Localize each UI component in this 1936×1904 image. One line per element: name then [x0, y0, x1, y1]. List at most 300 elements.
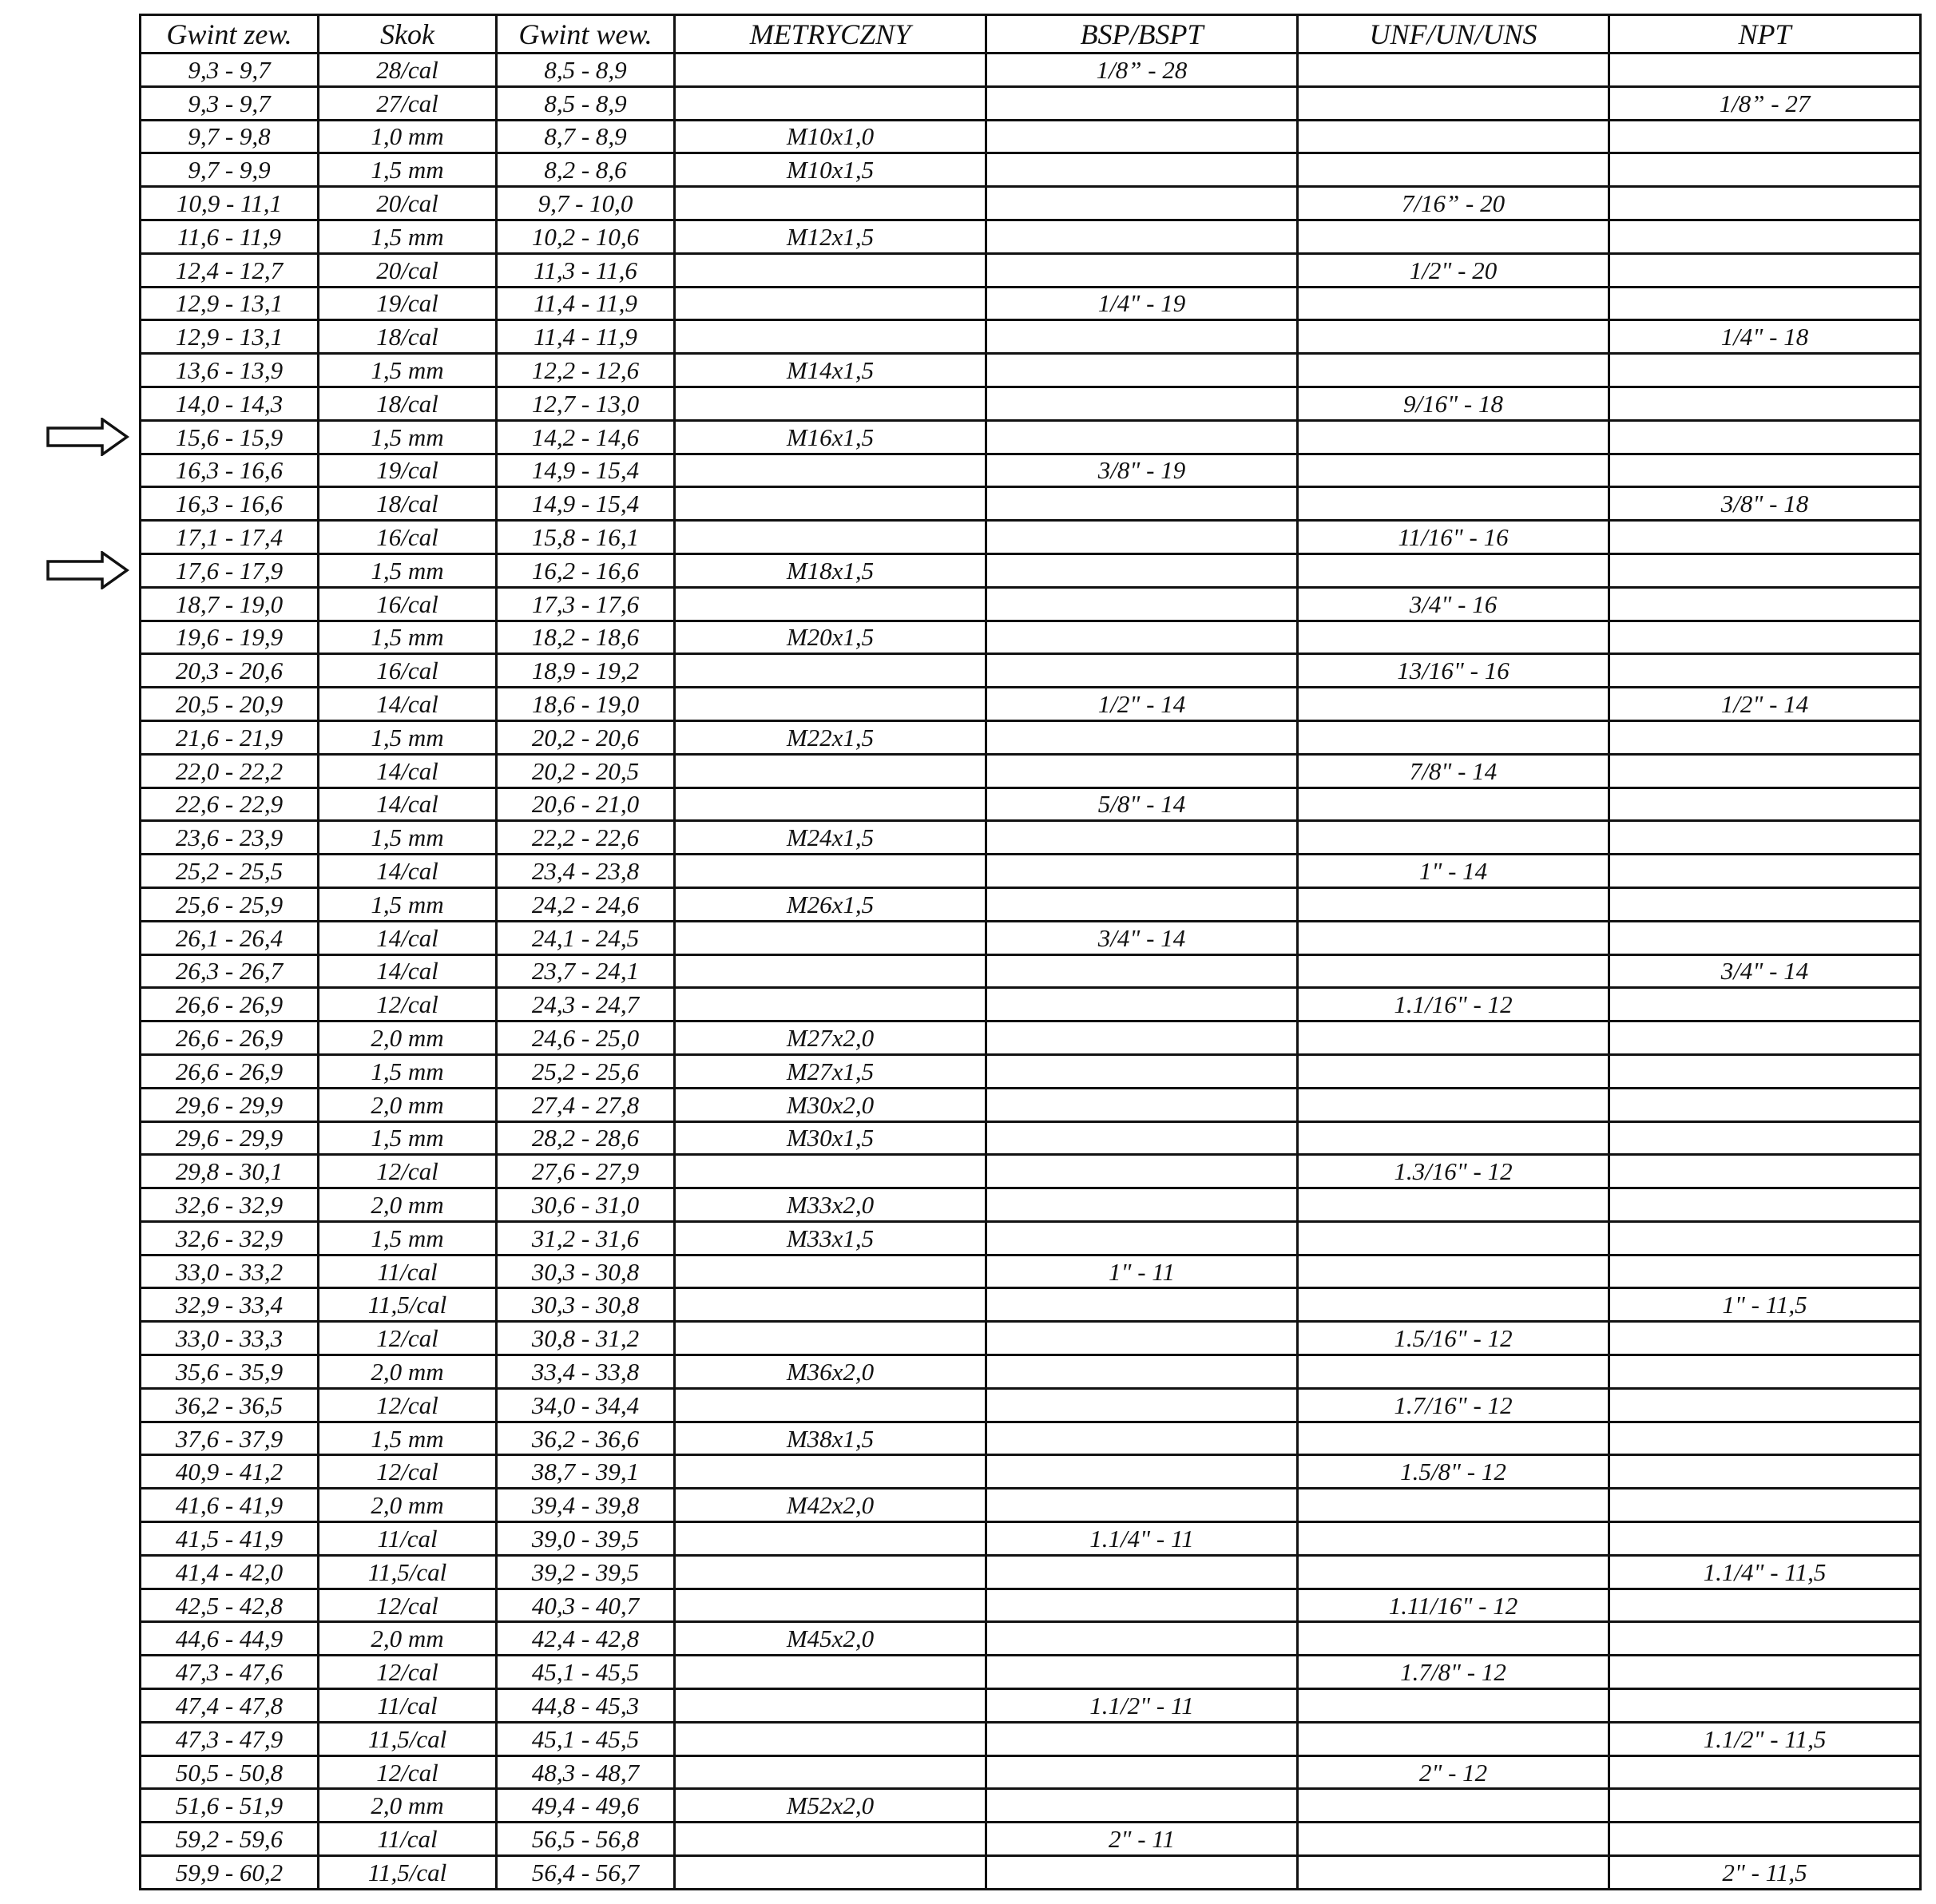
- pitch-cell: 1,5 mm: [319, 1422, 497, 1455]
- bsp-cell: [986, 187, 1298, 220]
- inner-thread-cell: 27,4 - 27,8: [497, 1088, 675, 1121]
- bsp-cell: [986, 1856, 1298, 1890]
- metric-cell: [675, 688, 986, 721]
- bsp-cell: 1.1/2" - 11: [986, 1689, 1298, 1723]
- unf-cell: [1298, 1088, 1609, 1121]
- unf-cell: [1298, 921, 1609, 954]
- npt-cell: [1609, 1088, 1921, 1121]
- metric-cell: [675, 54, 986, 87]
- unf-cell: [1298, 1789, 1609, 1823]
- pitch-cell: 20/cal: [319, 253, 497, 287]
- table-row: [141, 454, 1921, 487]
- npt-cell: [1609, 787, 1921, 821]
- unf-cell: [1298, 688, 1609, 721]
- pitch-cell: 1,5 mm: [319, 420, 497, 454]
- bsp-cell: 2" - 11: [986, 1823, 1298, 1856]
- pitch-cell: 19/cal: [319, 454, 497, 487]
- npt-cell: [1609, 1755, 1921, 1789]
- inner-thread-cell: 9,7 - 10,0: [497, 187, 675, 220]
- pitch-cell: 19/cal: [319, 287, 497, 320]
- npt-cell: [1609, 1689, 1921, 1723]
- metric-cell: M24x1,5: [675, 821, 986, 855]
- npt-cell: [1609, 855, 1921, 888]
- inner-thread-cell: 17,3 - 17,6: [497, 587, 675, 621]
- inner-thread-cell: 18,9 - 19,2: [497, 654, 675, 688]
- outer-thread-cell: 26,6 - 26,9: [141, 1054, 319, 1088]
- outer-thread-cell: 19,6 - 19,9: [141, 621, 319, 654]
- outer-thread-cell: 41,5 - 41,9: [141, 1522, 319, 1556]
- inner-thread-cell: 22,2 - 22,6: [497, 821, 675, 855]
- table-row: [141, 587, 1921, 621]
- outer-thread-cell: 11,6 - 11,9: [141, 220, 319, 253]
- metric-cell: M33x1,5: [675, 1221, 986, 1255]
- npt-cell: 2" - 11,5: [1609, 1856, 1921, 1890]
- unf-cell: [1298, 1722, 1609, 1755]
- bsp-cell: 3/8" - 19: [986, 454, 1298, 487]
- pitch-cell: 12/cal: [319, 988, 497, 1021]
- pitch-cell: 2,0 mm: [319, 1489, 497, 1522]
- metric-cell: [675, 521, 986, 554]
- metric-cell: [675, 1322, 986, 1355]
- bsp-cell: 1/8” - 28: [986, 54, 1298, 87]
- inner-thread-cell: 40,3 - 40,7: [497, 1589, 675, 1622]
- metric-cell: [675, 988, 986, 1021]
- bsp-cell: [986, 1221, 1298, 1255]
- table-row: [141, 654, 1921, 688]
- npt-cell: [1609, 1221, 1921, 1255]
- table-row: [141, 1522, 1921, 1556]
- outer-thread-cell: 47,4 - 47,8: [141, 1689, 319, 1723]
- inner-thread-cell: 14,9 - 15,4: [497, 487, 675, 521]
- unf-cell: [1298, 454, 1609, 487]
- unf-cell: [1298, 320, 1609, 354]
- pitch-cell: 11,5/cal: [319, 1722, 497, 1755]
- outer-thread-cell: 16,3 - 16,6: [141, 487, 319, 521]
- inner-thread-cell: 56,5 - 56,8: [497, 1823, 675, 1856]
- outer-thread-cell: 23,6 - 23,9: [141, 821, 319, 855]
- inner-thread-cell: 27,6 - 27,9: [497, 1155, 675, 1188]
- pitch-cell: 12/cal: [319, 1589, 497, 1622]
- pitch-cell: 20/cal: [319, 187, 497, 220]
- outer-thread-cell: 26,3 - 26,7: [141, 954, 319, 988]
- pitch-cell: 16/cal: [319, 521, 497, 554]
- npt-cell: [1609, 420, 1921, 454]
- inner-thread-cell: 8,5 - 8,9: [497, 54, 675, 87]
- pitch-cell: 1,5 mm: [319, 1221, 497, 1255]
- table-row: [141, 521, 1921, 554]
- bsp-cell: 1/2" - 14: [986, 688, 1298, 721]
- unf-cell: [1298, 120, 1609, 153]
- inner-thread-cell: 24,2 - 24,6: [497, 887, 675, 921]
- metric-cell: [675, 454, 986, 487]
- metric-cell: [675, 1856, 986, 1890]
- pitch-cell: 14/cal: [319, 954, 497, 988]
- bsp-cell: [986, 521, 1298, 554]
- table-row: [141, 287, 1921, 320]
- npt-cell: [1609, 720, 1921, 754]
- inner-thread-cell: 10,2 - 10,6: [497, 220, 675, 253]
- header-metryczny: METRYCZNY: [675, 15, 986, 54]
- bsp-cell: [986, 1789, 1298, 1823]
- metric-cell: [675, 787, 986, 821]
- npt-cell: [1609, 1188, 1921, 1222]
- npt-cell: 1/8” - 27: [1609, 86, 1921, 120]
- thread-size-table: [139, 14, 1922, 1890]
- metric-cell: M12x1,5: [675, 220, 986, 253]
- unf-cell: 1.1/16" - 12: [1298, 988, 1609, 1021]
- table-row: [141, 1322, 1921, 1355]
- unf-cell: [1298, 1823, 1609, 1856]
- unf-cell: [1298, 1522, 1609, 1556]
- outer-thread-cell: 36,2 - 36,5: [141, 1388, 319, 1422]
- pitch-cell: 12/cal: [319, 1322, 497, 1355]
- table-row: [141, 1188, 1921, 1222]
- unf-cell: [1298, 887, 1609, 921]
- metric-cell: [675, 1755, 986, 1789]
- npt-cell: [1609, 1422, 1921, 1455]
- outer-thread-cell: 37,6 - 37,9: [141, 1422, 319, 1455]
- npt-cell: [1609, 887, 1921, 921]
- unf-cell: 1.5/16" - 12: [1298, 1322, 1609, 1355]
- table-row: [141, 553, 1921, 587]
- outer-thread-cell: 10,9 - 11,1: [141, 187, 319, 220]
- bsp-cell: [986, 487, 1298, 521]
- outer-thread-cell: 25,6 - 25,9: [141, 887, 319, 921]
- table-row: [141, 420, 1921, 454]
- unf-cell: [1298, 220, 1609, 253]
- inner-thread-cell: 36,2 - 36,6: [497, 1422, 675, 1455]
- unf-cell: [1298, 1288, 1609, 1322]
- table-row: [141, 754, 1921, 787]
- table-row: [141, 821, 1921, 855]
- bsp-cell: [986, 587, 1298, 621]
- table-row: [141, 720, 1921, 754]
- inner-thread-cell: 11,4 - 11,9: [497, 287, 675, 320]
- pitch-cell: 11,5/cal: [319, 1856, 497, 1890]
- npt-cell: [1609, 1589, 1921, 1622]
- bsp-cell: [986, 1455, 1298, 1489]
- bsp-cell: [986, 1322, 1298, 1355]
- npt-cell: [1609, 654, 1921, 688]
- table-row: [141, 187, 1921, 220]
- bsp-cell: [986, 1188, 1298, 1222]
- unf-cell: 1.7/16" - 12: [1298, 1388, 1609, 1422]
- outer-thread-cell: 25,2 - 25,5: [141, 855, 319, 888]
- outer-thread-cell: 9,7 - 9,9: [141, 153, 319, 187]
- inner-thread-cell: 25,2 - 25,6: [497, 1054, 675, 1088]
- table-row: [141, 988, 1921, 1021]
- pitch-cell: 27/cal: [319, 86, 497, 120]
- header-unf-un-uns: UNF/UN/UNS: [1298, 15, 1609, 54]
- bsp-cell: [986, 821, 1298, 855]
- inner-thread-cell: 42,4 - 42,8: [497, 1622, 675, 1656]
- metric-cell: [675, 287, 986, 320]
- inner-thread-cell: 18,2 - 18,6: [497, 621, 675, 654]
- inner-thread-cell: 11,4 - 11,9: [497, 320, 675, 354]
- metric-cell: M36x2,0: [675, 1355, 986, 1389]
- npt-cell: [1609, 1322, 1921, 1355]
- inner-thread-cell: 20,6 - 21,0: [497, 787, 675, 821]
- pitch-cell: 11/cal: [319, 1255, 497, 1288]
- table-row: [141, 1155, 1921, 1188]
- bsp-cell: [986, 1088, 1298, 1121]
- pitch-cell: 14/cal: [319, 688, 497, 721]
- unf-cell: 1" - 14: [1298, 855, 1609, 888]
- outer-thread-cell: 12,9 - 13,1: [141, 287, 319, 320]
- inner-thread-cell: 38,7 - 39,1: [497, 1455, 675, 1489]
- inner-thread-cell: 30,6 - 31,0: [497, 1188, 675, 1222]
- metric-cell: M10x1,0: [675, 120, 986, 153]
- outer-thread-cell: 21,6 - 21,9: [141, 720, 319, 754]
- metric-cell: M30x2,0: [675, 1088, 986, 1121]
- outer-thread-cell: 26,1 - 26,4: [141, 921, 319, 954]
- pitch-cell: 28/cal: [319, 54, 497, 87]
- unf-cell: [1298, 153, 1609, 187]
- unf-cell: 11/16" - 16: [1298, 521, 1609, 554]
- metric-cell: M27x1,5: [675, 1054, 986, 1088]
- outer-thread-cell: 41,6 - 41,9: [141, 1489, 319, 1522]
- metric-cell: [675, 1656, 986, 1689]
- unf-cell: [1298, 553, 1609, 587]
- bsp-cell: [986, 1555, 1298, 1589]
- outer-thread-cell: 47,3 - 47,6: [141, 1656, 319, 1689]
- bsp-cell: [986, 654, 1298, 688]
- metric-cell: [675, 187, 986, 220]
- unf-cell: [1298, 1054, 1609, 1088]
- metric-cell: [675, 1255, 986, 1288]
- pitch-cell: 1,5 mm: [319, 553, 497, 587]
- npt-cell: [1609, 521, 1921, 554]
- npt-cell: [1609, 621, 1921, 654]
- pitch-cell: 2,0 mm: [319, 1021, 497, 1055]
- inner-thread-cell: 8,5 - 8,9: [497, 86, 675, 120]
- inner-thread-cell: 24,3 - 24,7: [497, 988, 675, 1021]
- inner-thread-cell: 33,4 - 33,8: [497, 1355, 675, 1389]
- pitch-cell: 11,5/cal: [319, 1555, 497, 1589]
- pitch-cell: 1,5 mm: [319, 621, 497, 654]
- unf-cell: [1298, 1355, 1609, 1389]
- pitch-cell: 1,5 mm: [319, 821, 497, 855]
- bsp-cell: [986, 1656, 1298, 1689]
- header-bsp-bspt: BSP/BSPT: [986, 15, 1298, 54]
- npt-cell: 1.1/4" - 11,5: [1609, 1555, 1921, 1589]
- outer-thread-cell: 59,9 - 60,2: [141, 1856, 319, 1890]
- inner-thread-cell: 39,4 - 39,8: [497, 1489, 675, 1522]
- inner-thread-cell: 44,8 - 45,3: [497, 1689, 675, 1723]
- table-row: [141, 1388, 1921, 1422]
- unf-cell: [1298, 54, 1609, 87]
- npt-cell: 3/8" - 18: [1609, 487, 1921, 521]
- unf-cell: [1298, 954, 1609, 988]
- unf-cell: 3/4" - 16: [1298, 587, 1609, 621]
- npt-cell: [1609, 1054, 1921, 1088]
- unf-cell: 7/8" - 14: [1298, 754, 1609, 787]
- table-row: [141, 787, 1921, 821]
- table-row: [141, 487, 1921, 521]
- metric-cell: [675, 487, 986, 521]
- table-row: [141, 253, 1921, 287]
- inner-thread-cell: 39,2 - 39,5: [497, 1555, 675, 1589]
- inner-thread-cell: 30,8 - 31,2: [497, 1322, 675, 1355]
- npt-cell: [1609, 120, 1921, 153]
- metric-cell: M10x1,5: [675, 153, 986, 187]
- inner-thread-cell: 14,9 - 15,4: [497, 454, 675, 487]
- bsp-cell: 5/8" - 14: [986, 787, 1298, 821]
- metric-cell: M27x2,0: [675, 1021, 986, 1055]
- table-row: [141, 1355, 1921, 1389]
- npt-cell: [1609, 1388, 1921, 1422]
- pitch-cell: 11,5/cal: [319, 1288, 497, 1322]
- table-row: [141, 1054, 1921, 1088]
- bsp-cell: 1" - 11: [986, 1255, 1298, 1288]
- table-row: [141, 621, 1921, 654]
- inner-thread-cell: 39,0 - 39,5: [497, 1522, 675, 1556]
- npt-cell: [1609, 587, 1921, 621]
- outer-thread-cell: 15,6 - 15,9: [141, 420, 319, 454]
- npt-cell: [1609, 1522, 1921, 1556]
- outer-thread-cell: 16,3 - 16,6: [141, 454, 319, 487]
- npt-cell: [1609, 1355, 1921, 1389]
- inner-thread-cell: 18,6 - 19,0: [497, 688, 675, 721]
- outer-thread-cell: 9,3 - 9,7: [141, 54, 319, 87]
- inner-thread-cell: 15,8 - 16,1: [497, 521, 675, 554]
- bsp-cell: [986, 1355, 1298, 1389]
- bsp-cell: [986, 754, 1298, 787]
- inner-thread-cell: 20,2 - 20,5: [497, 754, 675, 787]
- table-row: [141, 1555, 1921, 1589]
- right-arrow-icon: [46, 551, 129, 589]
- inner-thread-cell: 12,7 - 13,0: [497, 387, 675, 420]
- bsp-cell: [986, 1388, 1298, 1422]
- npt-cell: [1609, 253, 1921, 287]
- inner-thread-cell: 56,4 - 56,7: [497, 1856, 675, 1890]
- unf-cell: [1298, 487, 1609, 521]
- pitch-cell: 1,0 mm: [319, 120, 497, 153]
- table-row: [141, 220, 1921, 253]
- unf-cell: [1298, 621, 1609, 654]
- outer-thread-cell: 29,6 - 29,9: [141, 1121, 319, 1155]
- metric-cell: M20x1,5: [675, 621, 986, 654]
- inner-thread-cell: 8,7 - 8,9: [497, 120, 675, 153]
- table-row: [141, 954, 1921, 988]
- table-row: [141, 921, 1921, 954]
- right-arrow-icon: [46, 418, 129, 456]
- table-row: [141, 1255, 1921, 1288]
- metric-cell: [675, 1589, 986, 1622]
- bsp-cell: [986, 1288, 1298, 1322]
- metric-cell: [675, 954, 986, 988]
- outer-thread-cell: 50,5 - 50,8: [141, 1755, 319, 1789]
- npt-cell: [1609, 1021, 1921, 1055]
- metric-cell: M18x1,5: [675, 553, 986, 587]
- outer-thread-cell: 20,3 - 20,6: [141, 654, 319, 688]
- pitch-cell: 2,0 mm: [319, 1789, 497, 1823]
- npt-cell: 1.1/2" - 11,5: [1609, 1722, 1921, 1755]
- unf-cell: 2" - 12: [1298, 1755, 1609, 1789]
- inner-thread-cell: 30,3 - 30,8: [497, 1288, 675, 1322]
- pitch-cell: 12/cal: [319, 1755, 497, 1789]
- metric-cell: M42x2,0: [675, 1489, 986, 1522]
- bsp-cell: [986, 855, 1298, 888]
- table-row: [141, 1121, 1921, 1155]
- outer-thread-cell: 29,8 - 30,1: [141, 1155, 319, 1188]
- unf-cell: [1298, 287, 1609, 320]
- bsp-cell: [986, 153, 1298, 187]
- bsp-cell: [986, 1489, 1298, 1522]
- unf-cell: [1298, 821, 1609, 855]
- outer-thread-cell: 22,6 - 22,9: [141, 787, 319, 821]
- metric-cell: [675, 1823, 986, 1856]
- unf-cell: [1298, 720, 1609, 754]
- pitch-cell: 11/cal: [319, 1522, 497, 1556]
- unf-cell: [1298, 1689, 1609, 1723]
- table-row: [141, 1422, 1921, 1455]
- unf-cell: [1298, 1555, 1609, 1589]
- unf-cell: 1.7/8" - 12: [1298, 1656, 1609, 1689]
- pitch-cell: 11/cal: [319, 1823, 497, 1856]
- pitch-cell: 12/cal: [319, 1155, 497, 1188]
- bsp-cell: [986, 1121, 1298, 1155]
- metric-cell: [675, 86, 986, 120]
- table-row: [141, 1088, 1921, 1121]
- bsp-cell: 3/4" - 14: [986, 921, 1298, 954]
- outer-thread-cell: 20,5 - 20,9: [141, 688, 319, 721]
- unf-cell: 1.3/16" - 12: [1298, 1155, 1609, 1188]
- npt-cell: [1609, 1622, 1921, 1656]
- table-row: [141, 54, 1921, 87]
- metric-cell: [675, 921, 986, 954]
- pitch-cell: 12/cal: [319, 1388, 497, 1422]
- npt-cell: [1609, 1255, 1921, 1288]
- metric-cell: M33x2,0: [675, 1188, 986, 1222]
- metric-cell: [675, 1555, 986, 1589]
- pitch-cell: 2,0 mm: [319, 1355, 497, 1389]
- inner-thread-cell: 49,4 - 49,6: [497, 1789, 675, 1823]
- bsp-cell: 1.1/4" - 11: [986, 1522, 1298, 1556]
- pitch-cell: 1,5 mm: [319, 1121, 497, 1155]
- pitch-cell: 14/cal: [319, 787, 497, 821]
- inner-thread-cell: 23,4 - 23,8: [497, 855, 675, 888]
- bsp-cell: [986, 354, 1298, 387]
- table-row: [141, 320, 1921, 354]
- table-row: [141, 887, 1921, 921]
- npt-cell: [1609, 454, 1921, 487]
- npt-cell: [1609, 1455, 1921, 1489]
- npt-cell: [1609, 988, 1921, 1021]
- npt-cell: 1" - 11,5: [1609, 1288, 1921, 1322]
- outer-thread-cell: 9,3 - 9,7: [141, 86, 319, 120]
- npt-cell: 1/4" - 18: [1609, 320, 1921, 354]
- pitch-cell: 14/cal: [319, 921, 497, 954]
- npt-cell: [1609, 220, 1921, 253]
- table-row: [141, 1622, 1921, 1656]
- outer-thread-cell: 17,6 - 17,9: [141, 553, 319, 587]
- metric-cell: M22x1,5: [675, 720, 986, 754]
- table-row: [141, 354, 1921, 387]
- table-row: [141, 1288, 1921, 1322]
- inner-thread-cell: 11,3 - 11,6: [497, 253, 675, 287]
- bsp-cell: [986, 320, 1298, 354]
- table-row: [141, 688, 1921, 721]
- npt-cell: [1609, 387, 1921, 420]
- bsp-cell: [986, 1021, 1298, 1055]
- npt-cell: 1/2" - 14: [1609, 688, 1921, 721]
- inner-thread-cell: 12,2 - 12,6: [497, 354, 675, 387]
- unf-cell: 1.5/8" - 12: [1298, 1455, 1609, 1489]
- metric-cell: [675, 1522, 986, 1556]
- npt-cell: [1609, 1155, 1921, 1188]
- inner-thread-cell: 20,2 - 20,6: [497, 720, 675, 754]
